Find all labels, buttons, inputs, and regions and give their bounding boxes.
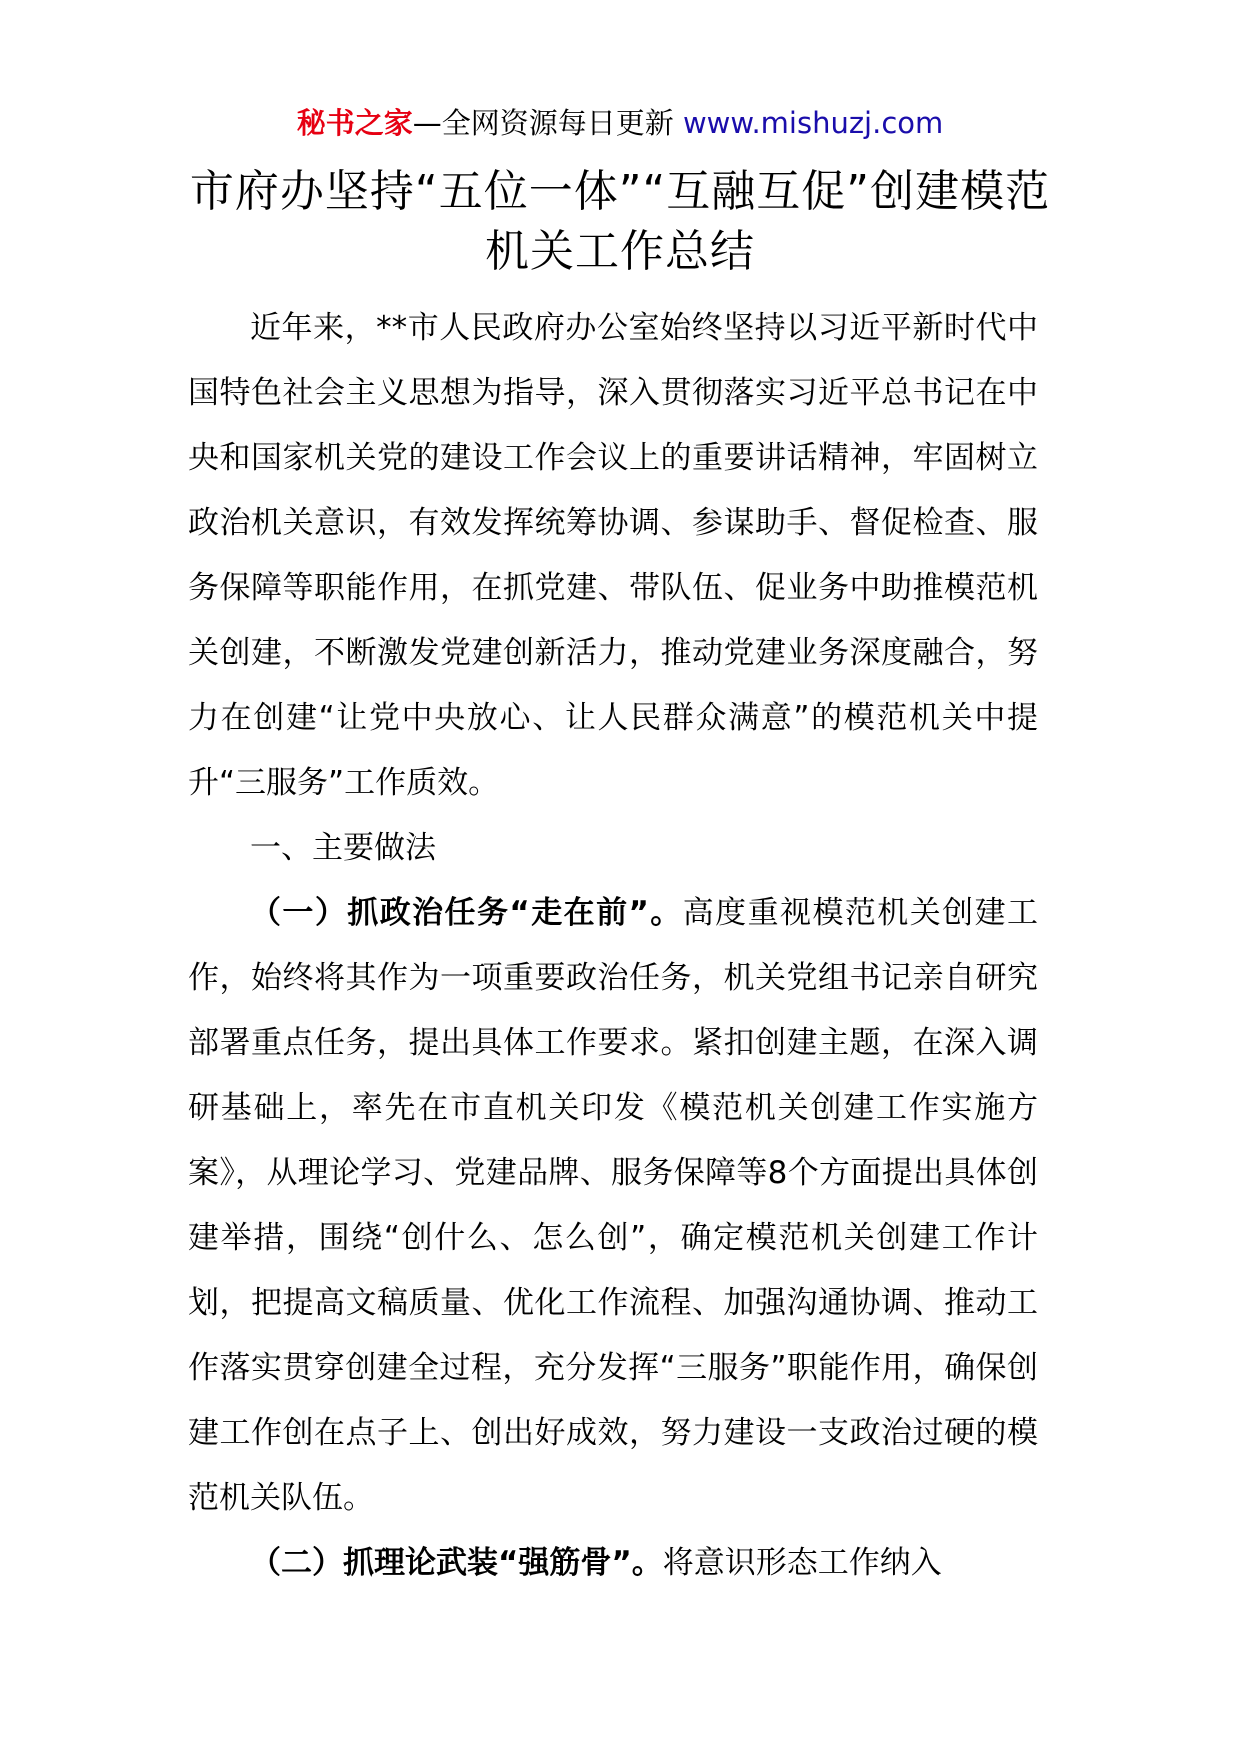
site-banner [0,103,1240,143]
point-text-1: 高度重视模范机关创建工作，始终将其作为一项重要政治任务，机关党组书记亲自研究部署重点任务，提出具体工作要求。紧扣创建主题，在深入调研基础上，率先在市直机关印发《模范机关创建工作实施方案》，从理论学习、党建品牌、服务保障等8个方面提出具体创建举措，围绕“创什么、怎么创”，确定模范机关创建工作计划，把提高文稿质量、优化工作流程、加强沟通协调、推动工作落实贯穿创建全过程，充分发挥“三服务”职能作用，确保创建工作创在点子上、创出好成效，努力建设一支政治过硬的模范机关队伍。 [188,895,1039,1516]
point-heading-2: （二）抓理论武装“强筋骨”。 [250,1545,663,1581]
banner-brand: 秘书之家 [296,106,413,140]
point-heading-1: （一）抓政治任务“走在前”。 [250,895,683,931]
intro-paragraph: 近年来，**市人民政府办公室始终坚持以习近平新时代中国特色社会主义思想为指导，深入贯彻落实习近平总书记在中央和国家机关党的建设工作会议上的重要讲话精神，牢固树立政治机关意识，有效发挥统筹协调、参谋助手、督促检查、服务保障等职能作用，在抓党建、带队伍、促业务中助推模范机关创建，不断激发党建创新活力，推动党建业务深度融合，努力在创建“让党中央放心、让人民群众满意”的模范机关中提升“三服务”工作质效。 [188,310,1038,801]
point-paragraph-1 [188,881,1038,1531]
document-body [188,296,1038,1596]
section-heading-1: 一、主要做法 [250,830,436,866]
point-text-2: 将意识形态工作纳入 [662,1545,942,1581]
point-paragraph-2 [188,1531,1038,1596]
document-title: 市府办坚持“五位一体”“互融互促”创建模范机关工作总结 [189,166,1051,277]
banner-url-link[interactable]: www.mishuzj.com [682,106,944,140]
banner-tagline: —全网资源每日更新 [412,106,683,140]
